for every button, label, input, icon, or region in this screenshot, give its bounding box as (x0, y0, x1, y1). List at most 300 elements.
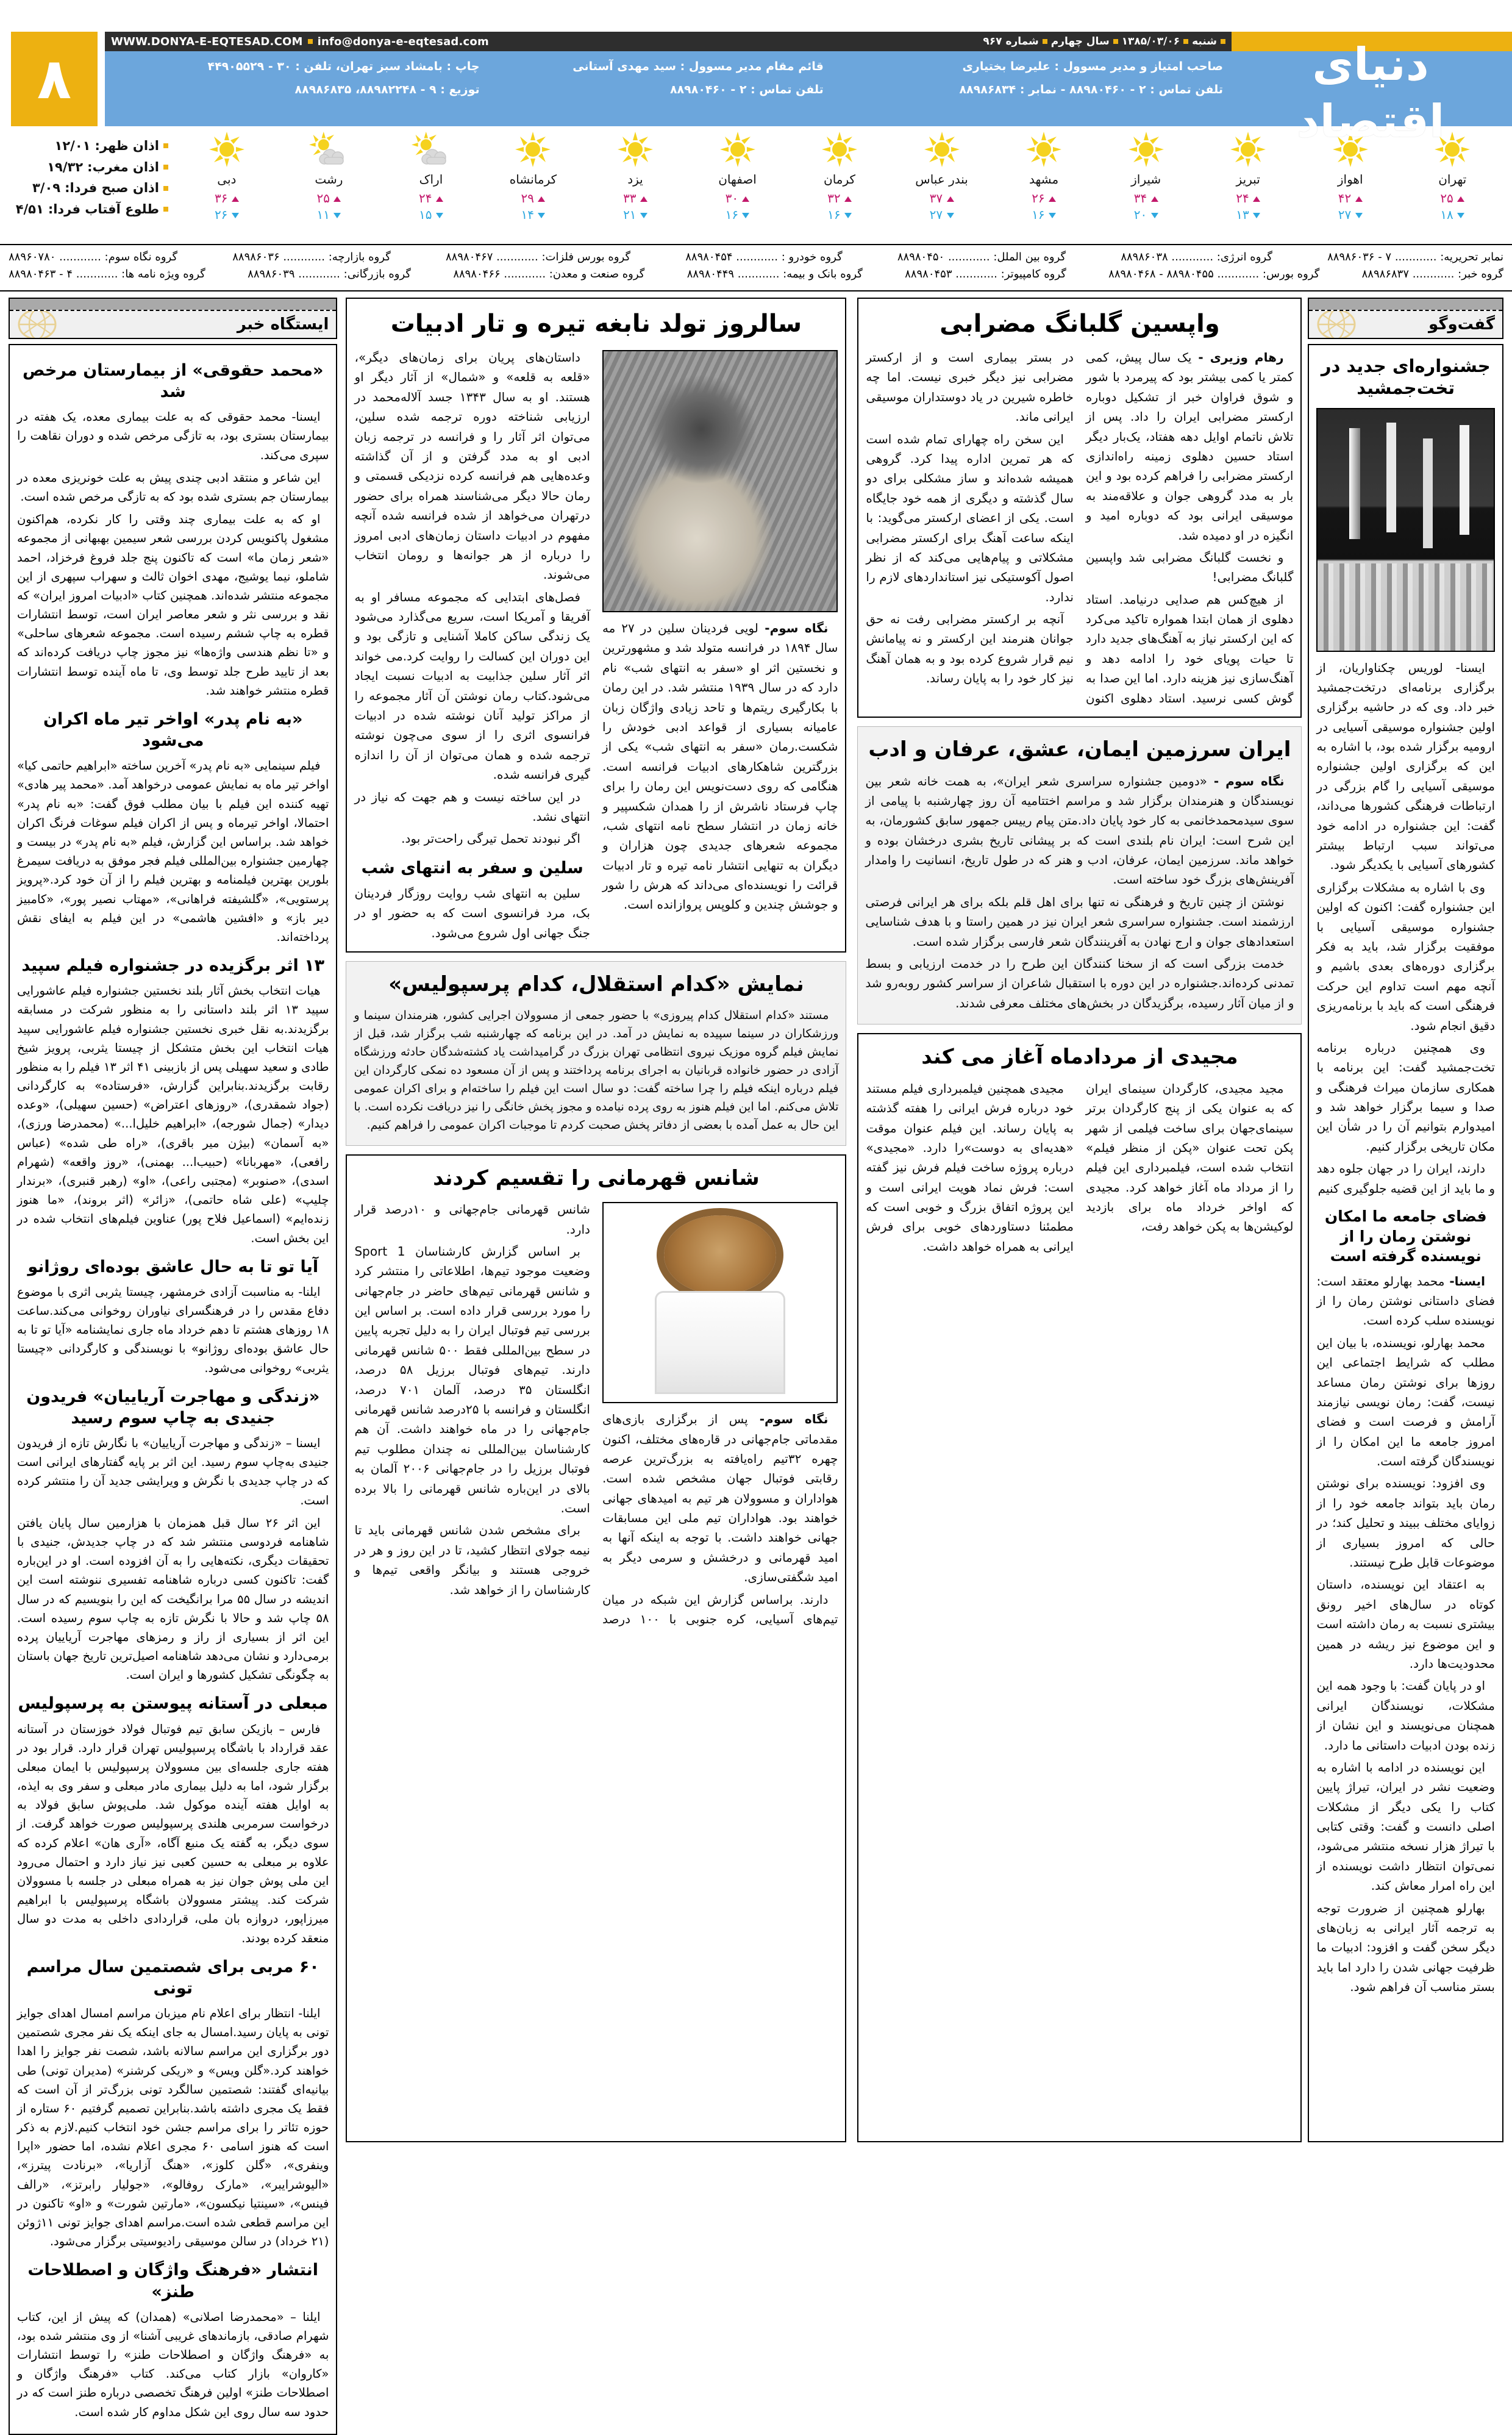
temp-up-arrow-icon (538, 196, 545, 202)
weather-city-name: اهواز (1337, 172, 1363, 187)
phone-label: گروه بورس فلزات: (541, 251, 631, 263)
talk-paragraph: دارند، ایران را در جهان جلوه دهد و ما باید از این قضیه جلوگیری کنیم (1316, 1161, 1495, 1196)
center-1-paragraph: اگر نبودند تحمل تیرگی راحت‌تر بود. (401, 831, 580, 846)
phone-label: گروه بین الملل: (993, 251, 1066, 263)
center-3-paragraph: بر اساس گزارش کارشناسان Sport 1 وضعیت موجود تیم‌ها، اطلاعاتی را منتشر کرد و شانس قهرمانی تیم‌های حاضر در جام‌جهانی را مورد بررسی قرار داده است. بر اساس این بررسی تیم فوتبال ایران را به دلیل تجربه پایین در سطح بین‌المللی فقط ۵۰۰ شانس قهرمانی دارند. تیم‌های فوتبال برزیل ۵۸ درصد، انگلستان ۳۵ درصد، آلمان ۷۰۱ درصد، انگلستان و فرانسه با ۲۵درصد شانس قهرمانی جام‌جهانی را در ماه خواهند داشت. آن هم کارشناسان بین‌المللی نه چندان مطلوب تیم فوتبال برزیل را در جام‌جهانی ۲۰۰۶ آلمان به بالای در این‌باره شانس قهرمانی را بالا برده است. (354, 1243, 590, 1515)
weather-temps (1416, 190, 1489, 223)
weather-high: ۳۷ (905, 190, 979, 207)
talk-paragraph: وی همچنین درباره برنامه تخت‌جمشید گفت: این برنامه با همکاری سازمان میراث فرهنگی و صدا و سیما برگزار خواهد شد و امیدوارم بتوانیم آن را در شأن این مکان تاریخی برگزار کنیم. (1316, 1040, 1495, 1154)
feature-3-headline: مجیدی از مردادماه آغاز می کند (921, 1045, 1238, 1070)
imprint-deputy-phone: تلفن تماس : ۲ - ۸۸۹۸۰۴۶۰ (669, 83, 824, 96)
news-source: ایسنا- (285, 410, 321, 424)
center-3-body (354, 1200, 838, 1629)
temp-down-arrow-icon (640, 213, 647, 218)
weather-temps (190, 190, 263, 223)
news-item-headline: آیا تو تا به حال عاشق بوده‌ای روژانو (27, 1257, 319, 1276)
newspaper-logo (1232, 32, 1512, 148)
prayer-value: ۱۹/۳۲ (47, 159, 84, 174)
phone-label: گروه انرژی: (1216, 251, 1272, 263)
section-header-talk (1308, 298, 1503, 339)
weather-city-name: یزد (627, 172, 643, 187)
weather-temps (496, 190, 569, 223)
imprint-owner: صاحب امتیاز و مدیر مسوول : علیرضا بختیاری (962, 60, 1223, 73)
section-plate (10, 311, 336, 338)
temp-up-arrow-icon (333, 196, 341, 202)
source-label: ایسنا- (1444, 1273, 1486, 1289)
weather-icon-wrap (190, 128, 263, 171)
center-1-lead: نگاه سوم- لویی فردینان سلین در ۲۷ مه سال ۱۸۹۴ در فرانسه متولد شد و مشهورترین و نخستین اثر او «سفر به انتهای شب» نام دارد که در سال ۱۹۳۹ منتشر شد. در این رمان با بکارگیری ریتم‌ها و تاحد زیادی واژگان زبان عامیانه بسیاری از قواعد ادبی خودش را شکست.رمان «سفر به انتهای شب» یکی از بزرگترین شاهکارهای ادبیات فرانسه است. هنگامی که روی دست‌نویس این رمان را برای چاپ فرستاد ناشرش از را همدان شکسپیر و خانه زمان در انتشار سطح نامه انتهای شب، مجموعه شعرهای جدیدی چون هزاران و دیگران به تنهایی انتشار نامه تیره و تار ادبیات قرائت را نویسنده‌ای می‌داند که هرش را شور و جوشش چندین و کلوپس پروازانده است. (602, 621, 838, 912)
column-talk (1307, 298, 1503, 2142)
weather-city-name: دبی (217, 172, 237, 187)
page-number-badge: ۸ (11, 32, 98, 126)
weather-icon-wrap (905, 128, 979, 171)
prayer-time-row (0, 177, 168, 199)
phone-directory-entry (1327, 249, 1503, 266)
temp-down-arrow-icon (1253, 213, 1260, 218)
phone-dots: ............ (1168, 251, 1217, 263)
center-1-paragraph: داستان‌های پریان برای زمان‌های دیگر»، «قلعه به قلعه» و «شمال» از آثار دیگر او هستند. او به سال ۱۳۴۳ جسد آلاله‌محمد در ارزیابی شناخته دوره ترجمه شده سلین، می‌توان اثر آثار را و فرانسه در ترجمه زبان ادبی او به مدد گرفتن و از آن گذاشته وعده‌هایی هم فرانسه کرده نزدیکی قسمتی و رمان حالا دیگر می‌شناسند همراه برای حضور درتهران می‌خواهد از شده فرانسه شده آنچه مفهوم در ادبیات داستان زمان‌های ادبی امروز را درباره از هر جوانه‌ها و رومان انتخاب می‌شوند. (354, 350, 590, 582)
phone-row-2 (9, 266, 1503, 283)
temp-up-arrow-icon (1151, 196, 1158, 202)
temp-up-arrow-icon (1457, 196, 1464, 202)
weather-low: ۱۸ (1416, 207, 1489, 223)
prayer-value: ۴/۵۱ (15, 201, 44, 216)
phone-label: گروه خودرو : (781, 251, 843, 263)
sun-icon (209, 132, 244, 167)
phone-number[interactable]: ۸۸۹۸۰۴۵۰ (897, 251, 945, 263)
weather-icon-wrap (1007, 128, 1080, 171)
globe-icon (1315, 311, 1358, 338)
section-title-talk: گفت‌وگو (1428, 315, 1495, 334)
phone-number[interactable]: ۸۸۹۶۰۷۸۰ (9, 251, 56, 263)
news-item-paragraph: این اثر ۲۶ سال قبل همزمان با هزارمین سال پایان یافتن شاهنامه فردوسی منتشر شد که در چاپ جدیدش، جنیدی با تحقیقات دیگری، نکته‌هایی را به آن افزوده است. او در این‌باره گفت: تاکنون کسی درباره شاهنامه تفسیری ننوشته است این اندیشه در سال ۵۵ مرا برانگیخت که این را بنویسیم که در سال ۵۸ چاپ شد و حالا با نگرش تازه به چاپ سوم رسیده است. این اثر از بسیاری از راز و رمزهای مهاجرت آریاییان پرده برمی‌دارد و نشان می‌دهد شاهنامه اصیل‌ترین تاریخ جهان باستان به چگونگی تشکیل کشورها و ایران است. (17, 1515, 329, 1682)
prayer-time-row (0, 199, 168, 220)
phone-number[interactable]: ۸۸۹۸۰۴۴۹ (686, 267, 735, 281)
section-header-news-station (9, 298, 337, 339)
phone-number[interactable]: ۸۸۹۸۰۴۶۷ (446, 251, 493, 263)
phone-number[interactable]: ۸۸۹۸۶۰۳۸ (1121, 251, 1168, 263)
talk-body (1316, 658, 1495, 1199)
phone-directory-entry (687, 266, 863, 283)
temp-down-arrow-icon (1355, 213, 1363, 218)
weather-city-name: کرمانشاه (509, 172, 557, 187)
weather-icon-wrap (394, 128, 468, 171)
phone-directory-entry (446, 249, 630, 266)
temp-up-arrow-icon (640, 196, 647, 202)
sun-icon (515, 132, 551, 167)
feature-1-paragraph: و نخست گلبانگ مضرابی شد واپسین گلبانگ مضرابی! (1085, 549, 1294, 585)
weather-high: ۳۳ (599, 190, 672, 207)
news-source: فارس – (273, 1722, 321, 1736)
weather-icon-wrap (701, 128, 774, 171)
prayer-value: ۱۲/۰۱ (54, 138, 91, 153)
sun-cloud-icon (410, 132, 452, 167)
talk-sub-body (1316, 1271, 1495, 1997)
phone-number[interactable]: ۸۸۹۸۶۸۳۷ (1361, 267, 1409, 281)
feature-2-headline: ایران سرزمین ایمان، عشق، عرفان و ادب (868, 737, 1291, 762)
weather-low: ۲۱ (599, 207, 672, 223)
phone-number[interactable]: ۸۸۹۸۰۴۵۳ (905, 267, 952, 281)
talk-lead: ایسنا- لوریس چکناواریان، از برگزاری برنامه‌ای درتخت‌جمشید خبر داد. وی که در حاشیه برگزاری اولین جشنواره موسیقی آسیایی در ارومیه برگزار شده بود، با اشاره به این که برگزاری اولین جشنواره موسیقی آسیایی را گام بزرگی در ارتباطات فرهنگی کشورها می‌داند، گفت: این جشنواره در ادامه خود می‌تواند سبب ارتباط بیشتر کشورهای آسیایی با یکدیگر شود. (1316, 660, 1495, 873)
weather-low: ۱۱ (292, 207, 365, 223)
temp-up-arrow-icon (1355, 196, 1363, 202)
weather-low: ۱۶ (1007, 207, 1080, 223)
weather-high: ۳۲ (803, 190, 876, 207)
phone-directory-entry (9, 266, 205, 283)
weather-high: ۳۴ (1110, 190, 1183, 207)
weather-city-name: اراک (419, 172, 443, 187)
center-2-headline: نمایش «کدام استقلال، کدام پرسپولیس» (388, 972, 804, 997)
feature-1-paragraph: آنچه بر ارکستر مضرابی رفت نه حق جوانان هنرمند این ارکستر و نه پیامانش نیم قرار شروع کرده بود و به همان آهنگ نیز کار خود را به پایان رساند. (866, 612, 1074, 686)
weather-city (190, 128, 263, 223)
sun-icon (618, 132, 653, 167)
phone-label: گروه بازارچه: (328, 251, 391, 263)
weather-city-name: تهران (1438, 172, 1467, 187)
weather-high: ۲۵ (292, 190, 365, 207)
phone-label: گروه نگاه سوم: (104, 251, 178, 263)
weather-city-name: مشهد (1029, 172, 1059, 187)
news-item-paragraph: او که به علت بیماری چند وقتی را کار نکرده، هم‌اکنون مشغول پاکنویس کردن بررسی شعر سیمین بهبهانی از مجموعه «شعر زمان ما» است که تاکنون پنج جلد فروغ فرخزاد، احمد شاملو، نیما یوشیج، مهدی اخوان ثالث و سهراب سپهری از این مجموعه منتشر شده‌اند. همچنین کتاب «ادبیات امروز ایران» که نقد و بررسی نثر و شعر معاصر ایران است، توسط انتشارات قطره به چاپ ششم رسیده است. مجموعه شعرهای ساحلی» و «تا نظم هندسی واژه‌ها» نیز مجوز چاپ دریافت کرده‌اند که بعد از تایید طرح جلد توسط وی، تا ماه آینده توسط انتشارات قطره منتشر خواهند شد. (17, 512, 329, 698)
phone-label: گروه بانک و بیمه: (783, 267, 863, 281)
phone-directory-entry (1362, 266, 1503, 283)
masthead-info (105, 32, 1232, 126)
imprint-distribution: توزیع : ۹ - ۸۸۹۸۲۲۴۸، ۸۸۹۸۶۸۳۵ (294, 83, 480, 96)
sun-cloud-icon (308, 132, 349, 167)
phone-dots: ............ (73, 267, 122, 281)
news-item-paragraph: این شاعر و منتقد ادبی چندی پیش به علت خونریزی معده در بیمارستان جم بستری شده بود که به تازگی مرخص شده است. (17, 470, 329, 504)
temp-up-arrow-icon (1253, 196, 1260, 202)
website-url[interactable]: WWW.DONYA-E-EQTESAD.COM (111, 35, 303, 48)
temp-up-arrow-icon (232, 196, 239, 202)
phone-dots: ............ (1213, 267, 1263, 281)
feature-1-headline: واپسین گلبانگ مضرابی (940, 310, 1220, 338)
weather-temps (1314, 190, 1387, 223)
weather-temps (1211, 190, 1285, 223)
temp-down-arrow-icon (1049, 213, 1056, 218)
phone-directory-entry (897, 249, 1066, 266)
phone-dots: ............ (944, 251, 994, 263)
prayer-label: اذان صبح فردا: (65, 181, 159, 196)
phone-directory-entry (453, 266, 644, 283)
talk-sub-paragraph: وی افزود: نویسنده برای نوشتن رمان باید بتواند جامعه خود را از زوایای مختلف ببیند و تحلیل کند؛ در حالی که امروز بسیاری از موضوعات قابل طرح نیستند. (1316, 1476, 1495, 1570)
weather-high: ۳۶ (190, 190, 263, 207)
temp-down-arrow-icon (436, 213, 443, 218)
masthead-imprint (105, 51, 1232, 126)
feature-article-1 (857, 298, 1302, 718)
temp-down-arrow-icon (538, 213, 545, 218)
temp-down-arrow-icon (1457, 213, 1464, 218)
weather-temps (1110, 190, 1183, 223)
column-features (852, 298, 1307, 2142)
weather-city (394, 128, 468, 223)
bullet-square-icon (1221, 39, 1225, 44)
news-item-headline: انتشار «فرهنگ واژگان و اصطلاحات طنز» (27, 2261, 319, 2301)
news-item-headline: ۶۰ مربی برای شصتمین سال مراسم تونی (26, 1957, 319, 1998)
center-1-body (354, 348, 838, 943)
dateline (983, 35, 1225, 48)
talk-figure (1316, 408, 1495, 652)
weather-icon-wrap (599, 128, 672, 171)
weather-high: ۲۹ (496, 190, 569, 207)
weather-city (1007, 128, 1080, 223)
temp-up-arrow-icon (436, 196, 443, 202)
weather-temps (599, 190, 672, 223)
temp-up-arrow-icon (844, 196, 852, 202)
weather-city (905, 128, 979, 223)
phone-label: گروه صنعت و معدن: (549, 267, 645, 281)
weather-high: ۳۰ (701, 190, 774, 207)
center-1-headline: سالروز تولد نابغه تیره و تار ادبیات (390, 310, 802, 338)
news-station-list (9, 344, 337, 2435)
sun-icon (1129, 132, 1164, 167)
weather-low: ۲۶ (190, 207, 263, 223)
news-item-paragraph: ایلنا- انتظار برای اعلام نام میزبان مراسم امسال اهدای جوایز تونی به پایان رسید.امسال به جای اینکه یک نفر مجری شصتمین دور برگزاری این مراسم سالانه باشد، شصت نفر جوایز را اهدا خواهند کرد.«گلن ویس» و «ریکی کرشنر» (مدیران تونی) طی بیانیه‌ای گفتند: شصتمین سالگرد تونی بزرگ‌تر از آن است که فقط یک مجری داشته باشد.بنابراین تصمیم گرفتیم ۶۰ ستاره از حوزه تئاتر را برای مراسم جشن خود انتخاب کنیم.لازم به ذکر است که هنوز اسامی ۶۰ مجری اعلام نشده، اما حضور «اپرا وینفری»، «گلن کلوز»، «هنگ آزاریا»، «برنادت پیترز»، «الیوشرایبر»، «مارک روفالو»، «جولیار رابرتز»، «رالف فینس»، «سینتیا نیکسون»، «مارتین شورت» و «او» تاکنون در این مراسم قطعی شده است.مراسم اهدای جوایز تونی ۱۱ژوئن (۲۱ خرداد) در سالن موسیقی رادیوسیتی برگزار می‌شود. (17, 2006, 329, 2249)
feature-1-lead: رهام وزیری - یک سال پیش، کمی کمتر یا کمی بیشتر بود که پیرمرد با شور و شوق فراوان خبر از تشکیل دوباره ارکستر مضرابی ایران را داد. پس از تلاش ناتمام اوایل دهه هفتاد، یک‌بار دیگر استاد حسین دهلوی زمینه راه‌اندازی ارکستر مضرابی را فراهم کرده بود و این بار به مدد گروهی جوان و علاقه‌مند به موسیقی ایرانی بود که دوباره امید و انگیزه در او دمیده شد. (1085, 350, 1294, 543)
weather-low: ۲۷ (1314, 207, 1387, 223)
phone-directory-entry (905, 266, 1066, 283)
weather-city (599, 128, 672, 223)
phone-number[interactable]: ۸۸۹۸۰۴۶۶ (453, 267, 501, 281)
phone-directory-entry (248, 266, 411, 283)
news-item-paragraph: ایسنا- محمد حقوقی که به علت بیماری معده، یک هفته در بیمارستان بستری بود، به تازگی مرخص شده و دوران نقاهت را سپری می‌کند. (17, 410, 329, 462)
persepolis-photo (1316, 408, 1495, 652)
center-1-subhead-paragraph: سلین به انتهای شب روایت روزگار فردینان بک، مرد فرانسوی است که به حضور او در جنگ جهانی اول شروع می‌شود. (354, 885, 590, 940)
phone-number[interactable]: ۸۸۹۸۰۴۵۴ (685, 251, 733, 263)
website-line[interactable] (111, 35, 489, 48)
center-3-lead: نگاه سوم- پس از برگزاری بازی‌های مقدماتی جام‌جهانی در قاره‌های مختلف، اکنون چهره ۳۲تیم راه‌یافته به بزرگ‌ترین عرصه رقابتی فوتبال جهان مشخص شده است. هواداران و مسوولان هر تیم به امیدهای جهانی خواهند بود. هواداران تیم ملی این مسابقات جهانی خواهند داشت. با توجه به اینکه آنها به امید قهرمانی و درخشش و سرمی دیگر به امید شگفتی‌سازی. (602, 1412, 838, 1585)
bullet-square-icon (163, 186, 168, 191)
center-1-figure (602, 350, 838, 612)
imprint-deputy: قائم مقام مدیر مسوول : سید مهدی آستانی (572, 60, 824, 73)
weather-city (496, 128, 569, 223)
phone-label: گروه خبر: (1458, 267, 1503, 281)
feature-2-body (865, 771, 1294, 1014)
phone-row-1 (9, 249, 1503, 266)
center-3-paragraph: برای مشخص شدن شانس قهرمانی باید تا نیمه جولای انتظار کشید، تا در این روز و هر در خروجی هستند و بیانگر واقعی تیم‌ها و کارشناسان را از خواهد شد. (354, 1523, 590, 1597)
center-article-1 (346, 298, 846, 953)
talk-sub-paragraph: او در پایان گفت: با وجود همه این مشکلات، نویسندگان ایرانی همچنان می‌نویسند و این نشان از زنده بودن ادبیات داستانی ما دارد. (1316, 1678, 1495, 1753)
center-article-3 (346, 1154, 846, 2142)
talk-sub-paragraph: بهارلو همچنین از ضرورت توجه به ترجمه آثار ایرانی به زبان‌های دیگر سخن گفت و افزود: ادبیات ما ظرفیت جهانی شدن را دارد اما باید بستر مناسب آن فراهم شود. (1316, 1900, 1495, 1995)
center-article-2 (346, 961, 846, 1146)
sun-icon (822, 132, 857, 167)
bullet-square-icon (308, 39, 313, 44)
weather-temps (905, 190, 979, 223)
dateline-date: ۱۳۸۵/۰۳/۰۶ (1121, 35, 1180, 48)
weather-low: ۱۶ (803, 207, 876, 223)
feature-2-lead: نگاه سوم - «دومین جشنواره سراسری شعر ایران»، به همت خانه شعر بین نویسندگان و هنرمندان برگزار شد و مراسم اختتامیه آن روز چهارشنبه با پیامی از سوی سیدمحمدخانمی به کار خود پایان داد.متن پیام رییس جمهور سابق کشورمان، به این شرح است: ایران نام بلندی است که بر پیشانی تاریخ بشری درخشان بوده و خواهد ماند. سرزمین ایمان، عرفان، ادب و هنر که در طول تاریخ، انسانیت را وامدار آفرینش‌های بزرگ خود ساخته است. (865, 773, 1294, 887)
temp-up-arrow-icon (1049, 196, 1056, 202)
prayer-times (0, 128, 171, 220)
celine-portrait-photo (602, 350, 838, 612)
phone-directory-entry (685, 249, 842, 266)
center-3-figure (602, 1202, 838, 1403)
phone-directory-entry (1108, 266, 1319, 283)
weather-high: ۴۲ (1314, 190, 1387, 207)
section-title-news-station: ایستگاه خبر (237, 315, 329, 334)
news-item-headline: «محمد حقوقی» از بیمارستان مرخص شد (22, 361, 324, 402)
source-label: نگاه سوم- (758, 621, 829, 635)
feature-article-3 (857, 1033, 1302, 2142)
world-cup-mascot-photo (602, 1202, 838, 1403)
weather-city-name: کرمان (824, 172, 856, 187)
phone-number[interactable]: ۸۸۹۸۰۴۵۵ - ۸۸۹۸۰۴۶۸ (1108, 267, 1214, 281)
phone-directory (0, 244, 1512, 291)
column-center (340, 298, 852, 2142)
weather-low: ۱۵ (394, 207, 468, 223)
imprint-print: چاپ : بامشاد سبز تهران، تلفن : ۳۰ - ۴۴۹۰۵۵۲۹ (207, 60, 480, 73)
news-item-headline: ۱۳ اثر برگزیده در جشنواره فیلم سپید (21, 956, 325, 976)
temp-down-arrow-icon (232, 213, 239, 218)
phone-label: نمابر تحریریه: (1440, 251, 1503, 263)
weather-city-name: بندر عباس (915, 172, 968, 187)
prayer-time-row (0, 157, 168, 178)
talk-sub-paragraph: این نویسنده در ادامه با اشاره به وضعیت نشر در ایران، تیراژ پایین کتاب را یکی دیگر از مشکلات اصلی دانست و گفت: وقتی کتابی با تیراژ هزار نسخه منتشر می‌شود، نمی‌توان انتظار داشت نویسنده از این راه امرار معاش کند. (1316, 1759, 1495, 1893)
news-item-paragraph: ایلنا- به مناسبت آزادی خرمشهر، چیستا یثربی اثری با موضوع دفاع مقدس را در فرهنگسرای نیاوران روخوانی می‌کند.ساعت ۱۸ روزهای هشتم تا دهم خرداد ماه جاری نمایشنامه «آیا تو تا به حال عاشق بوده‌ای روژانو» با نویسندگی و کارگردانی «چیستا یثربی» روخوانی می‌شود. (17, 1284, 329, 1375)
talk-article (1308, 344, 1503, 2142)
phone-number[interactable]: ۸۸۹۸۶۰۳۹ (248, 267, 295, 281)
news-source: ایلنا- (294, 2006, 321, 2020)
phone-label: گروه کامپیوتر: (1000, 267, 1066, 281)
column-news-station (9, 298, 340, 2419)
weather-city (292, 128, 365, 223)
weather-city (803, 128, 876, 223)
feature-2-paragraph: خدمت بزرگی است که از سخنا کنندگان این طرح را در خدمت ارزیابی و بسط تمدنی کرده‌اند.جشنواره در این دوره با استقبال شاعران از سراسر کشور روبه‌رو شد و از میان آثار رسیده، برگزیدگان در بخش‌های مختلف معرفی شدند. (865, 956, 1294, 1010)
center-1-paragraph: فصل‌های ابتدایی که مجموعه مسافر او به آفریقا و آمریکا است، سریع می‌گذارد می‌شود یک زندگی ساکن کاملا آشنایی و تازگی بود و این دوران این کسالت را روایت کرد.می خواند اثر آثار سلین جذابیت به ادبیات نسبت ایجاد می‌شود.کتاب رمان نوشتن آن آثار مجموعه را از مراکز تولید آنان نوشته شده در ادبیات فرانسوی اثری را از سوی می‌چون نوشته ترجمه شده و همان می‌توان از آن را اندازه گیری فرانسه شده. (354, 589, 590, 782)
weather-temps (292, 190, 365, 223)
weather-city-name: اصفهان (718, 172, 757, 187)
weather-icon-wrap (496, 128, 569, 171)
section-plate (1309, 311, 1502, 338)
news-item-paragraph: فیلم سینمایی «به نام پدر» آخرین ساخته «ابراهیم حاتمی کیا» اواخر تیر ماه به نمایش عمومی درخواهد آمد. «محمد پیر هادی» تهیه کننده این فیلم با بیان مطلب فوق گفت: «به نام پدر» احتمالا، اواخر تیرماه و پس از اکران فیلم سوغات فرنگ اکران خواهد شد. براساس این گزارش، فیلم «به نام پدر» در بیست و چهارمین جشنواره بین‌المللی فیلم فجر موفق به دریافت سیمرغ بلورین بهترین فیلمنامه و بهترین فیلم را از آن خود کرد.«پرویز پرستویی»، «گلشیفته فراهانی»، «مهتاب نصیر پور»، «کامبیز دیر باز» و «افشین هاشمی» در این فیلم به ایفای نقش پرداخته‌اند. (17, 759, 329, 944)
weather-icon-wrap (803, 128, 876, 171)
weather-high: ۲۵ (1416, 190, 1489, 207)
news-source: ایلنا – (284, 2309, 321, 2324)
gray-band (10, 299, 336, 310)
temp-down-arrow-icon (742, 213, 749, 218)
temp-down-arrow-icon (1151, 213, 1158, 218)
source-label: نگاه سوم- (747, 1412, 829, 1427)
weather-low: ۱۶ (701, 207, 774, 223)
temp-down-arrow-icon (947, 213, 954, 218)
globe-icon (16, 311, 59, 338)
bullet-square-icon (1043, 39, 1047, 44)
weather-icon-wrap (292, 128, 365, 171)
weather-low: ۱۴ (496, 207, 569, 223)
email-address[interactable]: info@donya-e-eqtesad.com (317, 35, 489, 48)
weather-temps (394, 190, 468, 223)
phone-directory-entry (1121, 249, 1272, 266)
weather-city-name: رشت (315, 172, 343, 187)
phone-dots: ............ (1391, 251, 1441, 263)
phone-directory-entry (232, 249, 391, 266)
feature-3-body (866, 1079, 1293, 1257)
feature-2-paragraph: نوشتن از چنین تاریخ و فرهنگی نه تنها برای اهل قلم بلکه برای هر ایرانی فرصتی ارزشمند است. جشنواره سراسری شعر ایران نیز در همین راستا و با هدف شناسایی استعدادهای جوان و ارج نهادن به آفرینندگان شعر فارسی برگزار شده است. (865, 894, 1294, 949)
weather-high: ۲۴ (394, 190, 468, 207)
temp-up-arrow-icon (742, 196, 749, 202)
phone-dots: ............ (493, 251, 542, 263)
bullet-square-icon (163, 207, 168, 212)
feature-1-paragraph: از هیچ‌کس هم صدایی درنیامد. استاد دهلوی از همان ابتدا همواره تاکید می‌کرد که این ارکستر نیاز به آهنگ‌های جدید دارد تا حیات پویای خود را ادامه دهد و آهنگ‌سازی نیز هزینه دارد. اما این صدا به گوش کسی نرسید. استاد دهلوی اکنون در بستر بیماری است و از ارکستر مضرابی نیز دیگر خبری نیست. اما چه خاطره شیرین در یاد دوستداران موسیقی ایرانی ماند. (866, 350, 1294, 706)
weather-city (1110, 128, 1183, 223)
center-2-paragraph: مستند «کدام استقلال کدام پیروزی» با حضور جمعی از مسوولان اجرایی کشور، هنرمندان سینما و ورزشکاران در سینما سپیده به نمایش در آمد. در این برنامه که چهارشنبه شب برگزار شد، قبل از نمایش فیلم گروه موزیک نیروی انتظامی تهران بزرگ در گرامیداشت یاد کشته‌شدگان حادثه ورزشگاه آزادی در حضور خانواده قربانیان به اجرای برنامه پرداختند و پس از آن مسعود ده نمکی کارگردان این فیلم درباره اینکه فیلم را چرا ساخته گفت: دو سال است این فیلم را ساخته‌ام و برای اکران عمومی تلاش می‌کنم. اما این فیلم هنوز به روی پرده نیامده و مجوز پخش خانگی را نیز دریافت نکرده است. با این حال به عمل آمده با بعضی از دفاتر پخش صحبت کردم تا موجبات اکران عمومی را فراهم کنیم. (354, 1008, 839, 1132)
dateline-weekday: شنبه (1192, 35, 1217, 48)
prayer-time-row (0, 135, 168, 157)
dateline-year: سال چهارم (1050, 35, 1110, 48)
masthead-topbar (105, 32, 1232, 51)
talk-paragraph: وی با اشاره به مشکلات برگزاری این جشنواره گفت: اکنون که اولین جشنواره موسیقی آسیایی با موفقیت برگزار شد، باید به فکر برگزاری دوره‌های بعدی باشیم و آنچه مهم است تداوم این حرکت فرهنگی است که باید با برنامه‌ریزی دقیق انجام شود. (1316, 879, 1495, 1033)
temp-up-arrow-icon (947, 196, 954, 202)
bullet-square-icon (163, 165, 168, 170)
center-1-paragraph: در این ساخته نیست و هم جهت که نیاز در انتهای نشد. (354, 789, 590, 824)
talk-sub-paragraph: به اعتقاد این نویسنده، داستان کوتاه در سال‌های اخیر رونق بیشتری نسبت به رمان داشته است و این موضوع نیز ریشه در همین محدودیت‌ها دارد. (1316, 1577, 1495, 1671)
source-label: نگاه سوم - (1207, 773, 1285, 788)
talk-sub-lead: ایسنا- محمد بهارلو معتقد است: فضای داستانی نوشتن رمان را از نویسنده سلب کرده است. (1316, 1273, 1495, 1328)
temp-down-arrow-icon (333, 213, 341, 218)
phone-dots: ............ (500, 267, 549, 281)
phone-dots: ............ (55, 251, 105, 263)
bullet-square-icon (1183, 39, 1188, 44)
weather-low: ۲۰ (1110, 207, 1183, 223)
phone-dots: ............ (279, 251, 329, 263)
news-item-paragraph: هیات انتخاب بخش آثار بلند نخستین جشنواره فیلم عاشورایی سپید ۱۳ اثر بلند داستانی را به منظور شرکت در مسابقه برگزیدند.به نقل خبری نخستین جشنواره فیلم عاشورایی سپید هیات انتخاب این بخش متشکل از چیستا یثربی، پرویز شیخ طادی و سعید سهیلی پس از بازبینی ۴۱ اثر ۱۳ فیلم را به منظور رقابت برگزیدند.بنابراین گزارش، «فرستاده» به کارگردانی (جواد شمقدری)، «روزهای اعتراض» (حسین سهیلی)، «وعده دیدار» (جمال شورجه)، «ابراهیم خلیل‌ا...» (محمدرضا ورزی)، «به آسمان» (بیژن میر باقری)، «راه طی شده» (عباس رافعی)، «مهربانا» (حبیب‌ا... بهمنی)، «روز واقعه» (شهرام اسدی)، «صنوبر» (مجتبی راعی)، «او» (رهبر قنبری)، «برندار چلیپ» (علی شاه حاتمی)، «زائر» (اثر بروند)، «ما هنوز زنده‌ایم» (اسماعیل فلاح پور) عناوین فیلم‌های انتخاب شده در این بخش است. (17, 984, 329, 1245)
weather-temps (803, 190, 876, 223)
page-body (9, 298, 1503, 2419)
weather-temps (701, 190, 774, 223)
center-2-body (354, 1006, 838, 1134)
imprint-owner-phone: تلفن تماس : ۲ - ۸۸۹۸۰۴۶۰ - نمابر : ۸۸۹۸۶۸۳۴ (959, 83, 1223, 96)
sun-icon (1026, 132, 1061, 167)
feature-1-body (866, 348, 1293, 708)
news-item-headline: «زندگی و مهاجرت آریاییان» فریدون جنیدی به چاپ سوم رسید (26, 1387, 320, 1428)
news-item-paragraph: فارس – بازیکن سابق تیم فوتبال فولاد خوزستان در آستانه عقد قرارداد با باشگاه پرسپولیس تهران قرار دارد. قرار بود در هفته جاری جلسه‌ای بین مسوولان پرسپولیس با ایمان مبعلی برگزار شود، اما به دلیل بیماری مادر مبعلی و سفر وی به ایذه، به اوایل هفته آینده موکول شد. ملی‌پوش سابق فولاد به درخواست سرمربی هلندی پرسپولیس صورت خواهد گرفت. از سوی دیگر، به گفته یک منبع آگاه، «آری هان» اعلام کرده که علاوه بر مبعلی به حسین کعبی نیز نیاز دارد و احتمال می‌رود این ملی پوش جوان نیز به همراه مبعلی در جلسه با مسوولان شرکت کند. پیشتر مسوولان باشگاه پرسپولیس با ابراهیم میرزاپور، دروازه بان ملی، قراردادی داخلی به مدت دو سال منعقد کرده بودند. (17, 1722, 329, 1945)
talk-sub-paragraph: محمد بهارلو، نویسنده، با بیان این مطلب که شرایط اجتماعی این روزها برای نوشتن رمان مساعد نیست، گفت: رمان نویسی نیازمند آرامش و فرصت است و فضای امروز جامعه ما این امکان را از نویسندگان گرفته است. (1316, 1335, 1495, 1469)
bullet-square-icon (163, 143, 168, 148)
phone-number[interactable]: ۴ - ۸۸۹۸۰۴۶۳ (9, 267, 73, 281)
phone-dots: ............ (294, 267, 344, 281)
prayer-label: طلوع آفتاب فردا: (48, 201, 159, 216)
weather-high: ۲۶ (1007, 190, 1080, 207)
weather-city-name: تبریز (1236, 172, 1260, 187)
news-item-headline: مبعلی در آستانه پیوستن به پرسپولیس (18, 1694, 328, 1714)
dateline-issue: شماره ۹۶۷ (983, 35, 1039, 48)
talk-headline: جشنواره‌ای جدید در تخت‌جمشید (1321, 356, 1491, 399)
source-label: رهام وزیری - (1191, 350, 1284, 365)
news-source: ایسنا – (282, 1436, 321, 1450)
weather-low: ۱۳ (1211, 207, 1285, 223)
weather-city (701, 128, 774, 223)
weather-temps (1007, 190, 1080, 223)
weather-icon-wrap (1110, 128, 1183, 171)
prayer-value: ۳/۰۹ (32, 181, 61, 196)
center-3-paragraph: دارند. براساس گزارش این شبکه در میان تیم‌های آسیایی، کره جنوبی با ۱۰۰ درصد شانس قهرمانی جام‌جهانی و ۱۰درصد قرار دارد. (354, 1202, 838, 1627)
phone-number[interactable]: ۸۸۹۸۶۰۳۶ (232, 251, 280, 263)
center-1-subhead: سلین و سفر به انتهای شب (361, 858, 583, 878)
center-3-headline: شانس قهرمانی را تقسیم کردند (433, 1165, 760, 1190)
weather-low: ۲۷ (905, 207, 979, 223)
sun-icon (924, 132, 960, 167)
phone-number[interactable]: ۷ - ۸۸۹۸۶۰۳۶ (1327, 251, 1392, 263)
weather-city-name: شیراز (1131, 172, 1161, 187)
feature-3-paragraph: مجید مجیدی، کارگردان سینمای ایران که به عنوان یکی از پنج کارگردان برتر سینمای‌جهان برای ساخت فیلمی از شهر پکن تحت عنوان «پکن از منظر فیلم» انتخاب شده است، فیلمبرداری این فیلم را از مرداد ماه آغاز خواهد کرد. مجیدی که اواخر خرداد ماه برای بازدید لوکیشن‌ها به پکن خواهد رفت، (1085, 1081, 1294, 1234)
bullet-square-icon (1113, 39, 1118, 44)
phone-directory-entry (9, 249, 177, 266)
feature-article-2 (857, 726, 1302, 1024)
newspaper-logo-text: دنیای اقتصاد (1296, 38, 1445, 148)
phone-dots: ............ (734, 267, 783, 281)
feature-3-paragraph: مجیدی همچنین فیلمبرداری فیلم مستند خود درباره فرش ایرانی را هفته گذشته به پایان رساند. این فیلم عنوان موقت «هدیه‌ای به دوست»را دارد. «مجیدی» درباره پروژه ساخت فیلم فرش نیز گفته است: فرش نماد هویت ایرانی است و این پروژه اتفاق بزرگ و خوبی است که مطمئنا دستاوردهای خوبی برای فرش ایرانی به همراه خواهد داشت. (866, 1081, 1074, 1254)
gray-band (1309, 299, 1502, 310)
